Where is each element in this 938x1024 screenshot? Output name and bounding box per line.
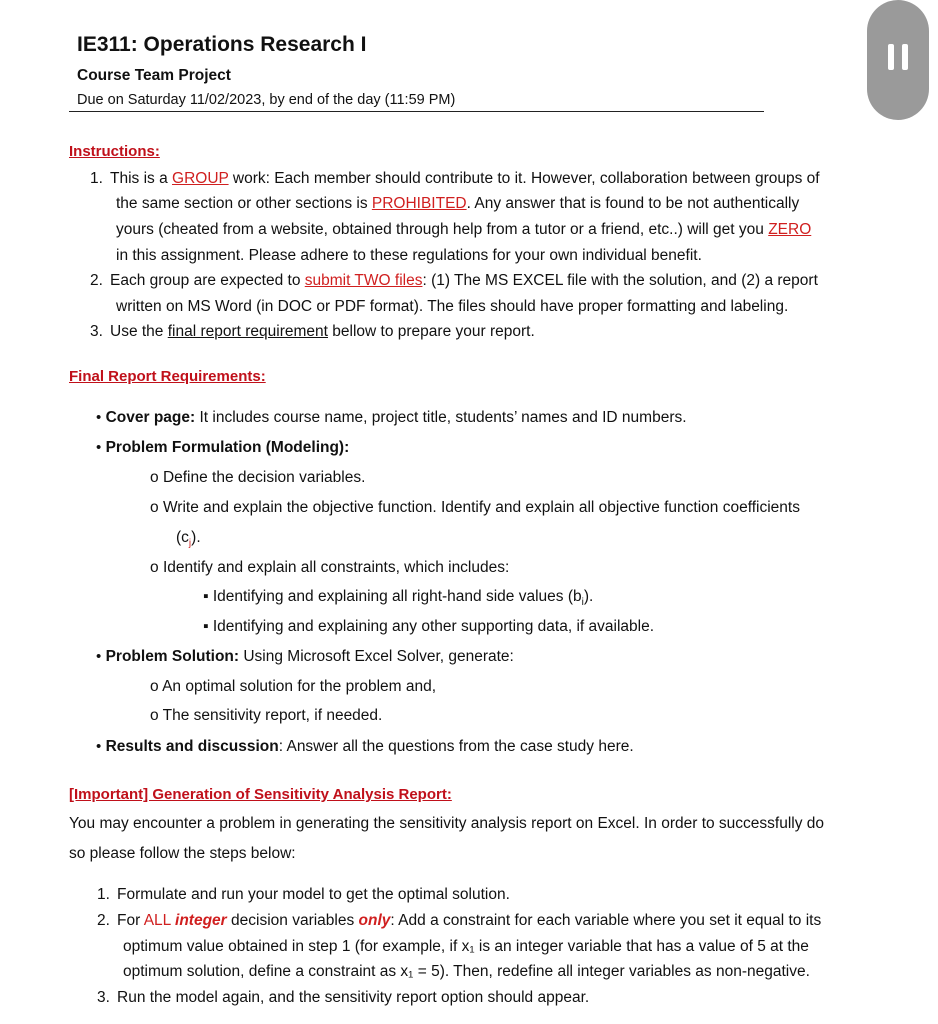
sensitivity-step-2-line2: optimum value obtained in step 1 (for example, if x₁ is an integer variable that has a value of 5 at the	[123, 938, 809, 955]
instruction-item-2-line2: written on MS Word (in DOC or PDF format). The files should have proper formatting and labeling.	[116, 298, 789, 315]
header-divider	[69, 111, 764, 112]
instruction-item-1-line3: yours (cheated from a website, obtained through help from a tutor or a friend, etc..) will get you ZERO	[116, 221, 812, 238]
sensitivity-step-2-line3: optimum solution, define a constraint as x₁ = 5). Then, redefine all integer variables as non-negative.	[123, 963, 810, 980]
req-optimal-solution: o An optimal solution for the problem and,	[150, 678, 437, 695]
instruction-item-1-line2: the same section or other sections is PROHIBITED. Any answer that is found to be not authentically	[116, 195, 800, 212]
req-objective: o Write and explain the objective function. Identify and explain all objective function coefficients	[150, 499, 800, 516]
grip-line-icon	[888, 44, 894, 70]
sensitivity-intro-line2: so please follow the steps below:	[69, 845, 296, 862]
due-date: Due on Saturday 11/02/2023, by end of the day (11:59 PM)	[77, 92, 456, 108]
document-subtitle: Course Team Project	[77, 67, 231, 84]
req-objective-coefficients: $(c_j)$.	[176, 529, 201, 550]
sensitivity-intro: You may encounter a problem in generating the sensitivity analysis report on Excel. In order to successfully do	[69, 815, 825, 832]
req-constraints: o Identify and explain all constraints, which includes:	[150, 559, 510, 576]
instruction-item-1: 1. This is a GROUP work: Each member should contribute to it. However, collaboration between groups of	[90, 170, 820, 187]
grip-line-icon	[902, 44, 908, 70]
document-title: IE311: Operations Research I	[77, 33, 367, 56]
req-supporting-data: ▪ Identifying and explaining any other supporting data, if available.	[203, 618, 655, 635]
sensitivity-heading: [Important] Generation of Sensitivity Analysis Report:	[69, 786, 452, 803]
req-define-variables: o Define the decision variables.	[150, 469, 366, 486]
instructions-heading: Instructions:	[69, 143, 160, 160]
req-results: • Results and discussion: Answer all the questions from the case study here.	[96, 738, 634, 755]
instruction-item-2: 2. Each group are expected to submit TWO files: (1) The MS EXCEL file with the solution, and (2) a report	[90, 272, 818, 289]
req-rhs-values: ▪ Identifying and explaining all right-hand side values $(b_i)$.	[203, 588, 594, 609]
requirements-heading: Final Report Requirements:	[69, 368, 266, 385]
sensitivity-step-2: 2. For ALL integer decision variables only: Add a constraint for each variable where you set it equal to its	[97, 912, 822, 929]
scroll-handle[interactable]	[867, 0, 929, 120]
sensitivity-step-3: 3. Run the model again, and the sensitivity report option should appear.	[97, 989, 590, 1006]
req-cover-page: • Cover page: It includes course name, project title, students’ names and ID numbers.	[96, 409, 687, 426]
req-sensitivity-report: o The sensitivity report, if needed.	[150, 707, 383, 724]
sensitivity-step-1: 1. Formulate and run your model to get the optimal solution.	[97, 886, 510, 903]
req-formulation: • Problem Formulation (Modeling):	[96, 439, 350, 456]
instruction-item-1-line4: in this assignment. Please adhere to these regulations for your own individual benefit.	[116, 247, 702, 264]
req-solution: • Problem Solution: Using Microsoft Excel Solver, generate:	[96, 648, 514, 665]
instruction-item-3: 3. Use the final report requirement bellow to prepare your report.	[90, 323, 535, 340]
